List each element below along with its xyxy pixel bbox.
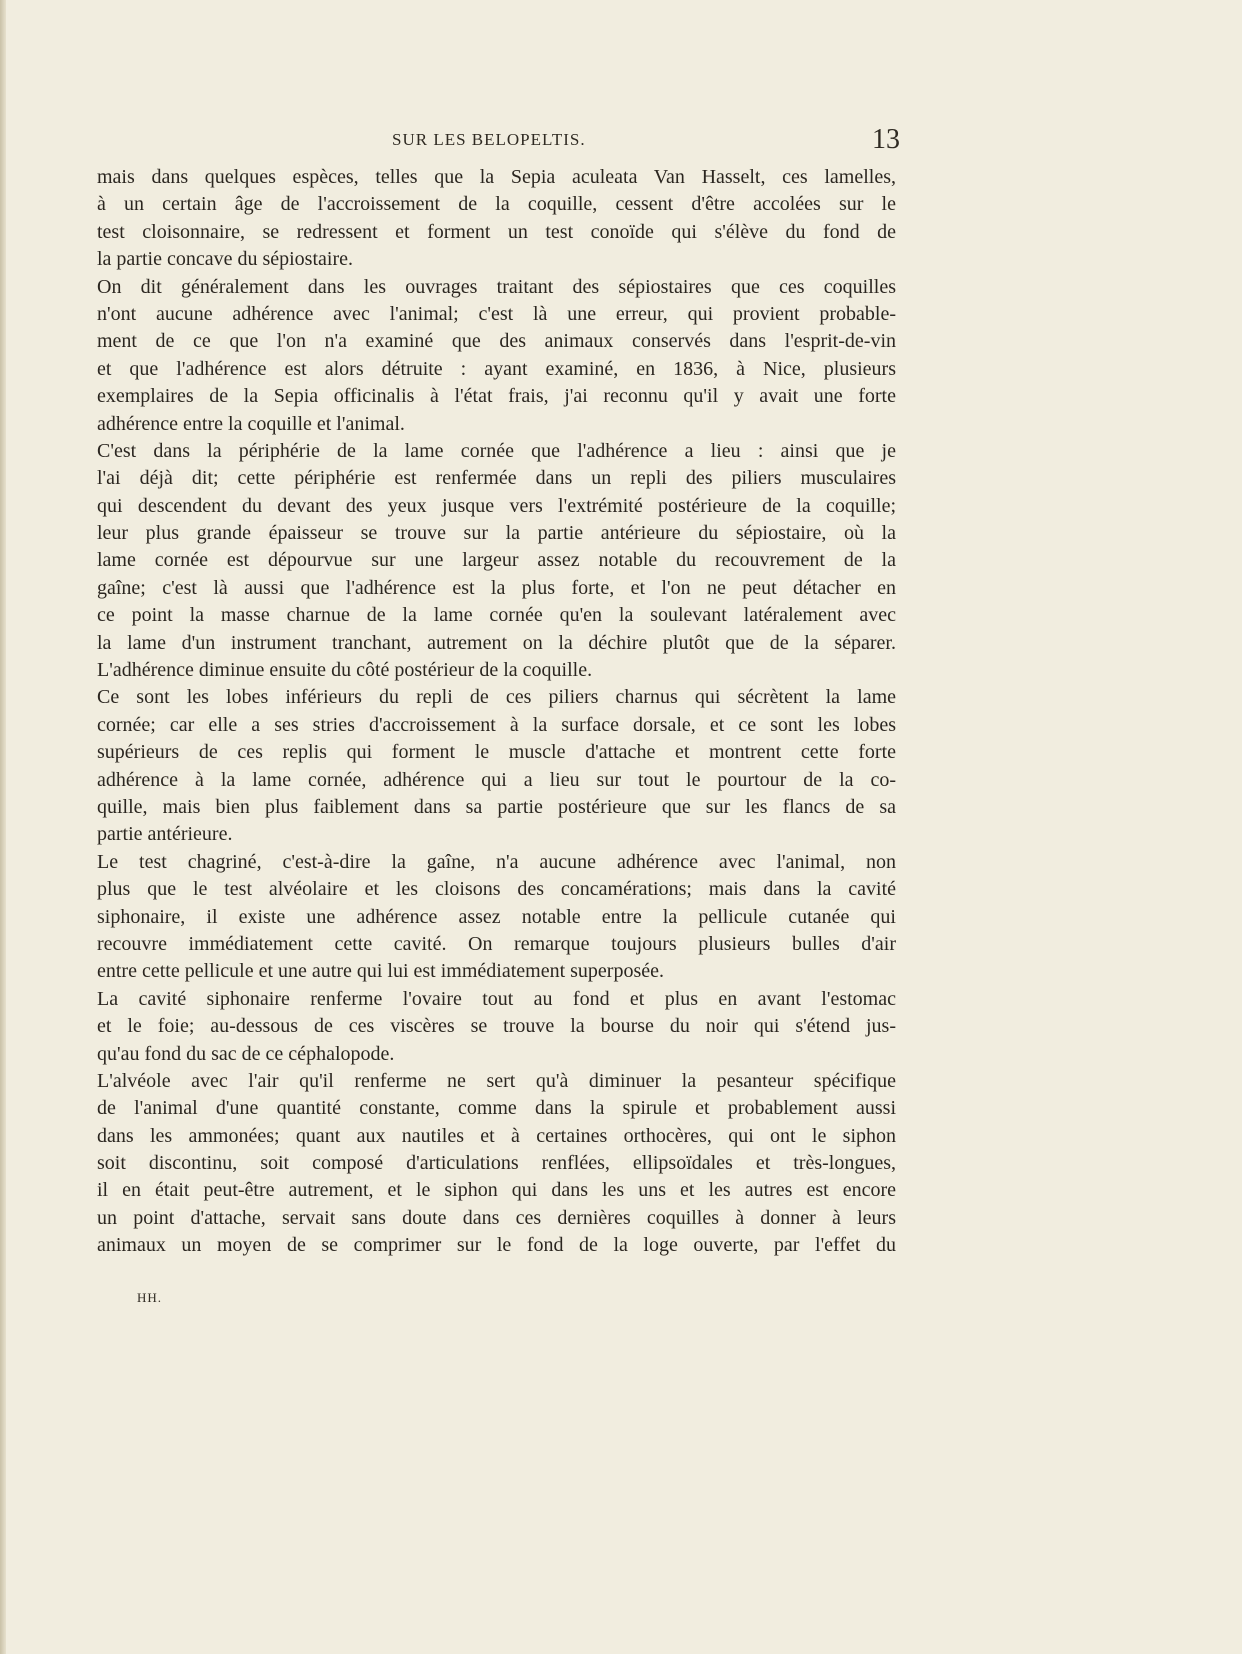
text-line: On dit généralement dans les ouvrages traitant des sépiostaires que ces coquilles <box>97 275 896 298</box>
text-line: un point d'attache, servait sans doute dans ces dernières coquilles à donner à leurs <box>97 1206 896 1229</box>
text-line: ment de ce que l'on n'a examiné que des animaux conservés dans l'esprit-de-vin <box>97 330 896 353</box>
text-line: La cavité siphonaire renferme l'ovaire tout au fond et plus en avant l'estomac <box>97 987 896 1010</box>
text-line: adhérence entre la coquille et l'animal. <box>97 412 405 435</box>
text-line: Ce sont les lobes inférieurs du repli de ces piliers charnus qui sécrètent la lame <box>97 686 896 709</box>
text-line: partie antérieure. <box>97 823 233 846</box>
text-line: entre cette pellicule et une autre qui lui est immédiatement superposée. <box>97 960 665 983</box>
text-line: et le foie; au-dessous de ces viscères se trouve la bourse du noir qui s'étend jus- <box>97 1015 896 1038</box>
text-line: soit discontinu, soit composé d'articulations renflées, ellipsoïdales et très-longues, <box>97 1152 896 1175</box>
text-line: L'adhérence diminue ensuite du côté postérieur de la coquille. <box>97 659 593 682</box>
text-line: l'ai déjà dit; cette périphérie est renfermée dans un repli des piliers musculaires <box>97 467 896 490</box>
page-header <box>392 124 900 160</box>
text-line: cornée; car elle a ses stries d'accroissement à la surface dorsale, et ce sont les lobes <box>97 713 896 736</box>
text-line: quille, mais bien plus faiblement dans sa partie postérieure que sur les flancs de sa <box>97 795 896 818</box>
text-line: à un certain âge de l'accroissement de la coquille, cessent d'être accolées sur le <box>97 193 896 216</box>
text-line: L'alvéole avec l'air qu'il renferme ne sert qu'à diminuer la pesanteur spécifique <box>97 1069 896 1092</box>
text-line: Le test chagriné, c'est-à-dire la gaîne, n'a aucune adhérence avec l'animal, non <box>97 850 896 873</box>
running-title: SUR LES BELOPELTIS. <box>392 130 586 149</box>
text-line: recouvre immédiatement cette cavité. On remarque toujours plusieurs bulles d'air <box>97 932 896 955</box>
text-line: ce point la masse charnue de la lame cornée qu'en la soulevant latéralement avec <box>97 604 896 627</box>
text-line: exemplaires de la Sepia officinalis à l'état frais, j'ai reconnu qu'il y avait une forte <box>97 385 896 408</box>
text-line: et que l'adhérence est alors détruite : ayant examiné, en 1836, à Nice, plusieurs <box>97 357 896 380</box>
text-line: qui descendent du devant des yeux jusque vers l'extrémité postérieure de la coquille; <box>97 494 896 517</box>
text-line: mais dans quelques espèces, telles que la Sepia aculeata Van Hasselt, ces lamelles, <box>97 166 896 188</box>
page-number: 13 <box>872 124 900 155</box>
text-line: il en était peut-être autrement, et le siphon qui dans les uns et les autres est encore <box>97 1179 896 1202</box>
text-line: supérieurs de ces replis qui forment le muscle d'attache et montrent cette forte <box>97 741 896 764</box>
text-line: n'ont aucune adhérence avec l'animal; c'est là une erreur, qui provient probable- <box>97 302 896 325</box>
text-line: C'est dans la périphérie de la lame cornée que l'adhérence a lieu : ainsi que je <box>97 439 896 462</box>
text-line: lame cornée est dépourvue sur une largeur assez notable du recouvrement de la <box>97 549 896 572</box>
text-line: plus que le test alvéolaire et les cloisons des concamérations; mais dans la cavité <box>97 878 896 901</box>
text-line: dans les ammonées; quant aux nautiles et à certaines orthocères, qui ont le siphon <box>97 1124 896 1147</box>
text-line: la lame d'un instrument tranchant, autrement on la déchire plutôt que de la séparer. <box>97 631 896 654</box>
text-line: siphonaire, il existe une adhérence assez notable entre la pellicule cutanée qui <box>97 905 896 928</box>
text-line: test cloisonnaire, se redressent et forment un test conoïde qui s'élève du fond de <box>97 220 896 243</box>
body-text <box>97 164 896 1260</box>
text-line: la partie concave du sépiostaire. <box>97 248 353 271</box>
text-line: gaîne; c'est là aussi que l'adhérence est la plus forte, et l'on ne peut détacher en <box>97 576 896 599</box>
text-line: animaux un moyen de se comprimer sur le fond de la loge ouverte, par l'effet du <box>97 1234 896 1257</box>
page-edge <box>0 0 6 1654</box>
text-line: de l'animal d'une quantité constante, comme dans la spirule et probablement aussi <box>97 1097 896 1120</box>
text-line: adhérence à la lame cornée, adhérence qui a lieu sur tout le pourtour de la co- <box>97 768 896 791</box>
text-line: qu'au fond du sac de ce céphalopode. <box>97 1042 395 1065</box>
signature-mark: HH. <box>137 1290 163 1305</box>
text-line: leur plus grande épaisseur se trouve sur la partie antérieure du sépiostaire, où la <box>97 522 896 545</box>
